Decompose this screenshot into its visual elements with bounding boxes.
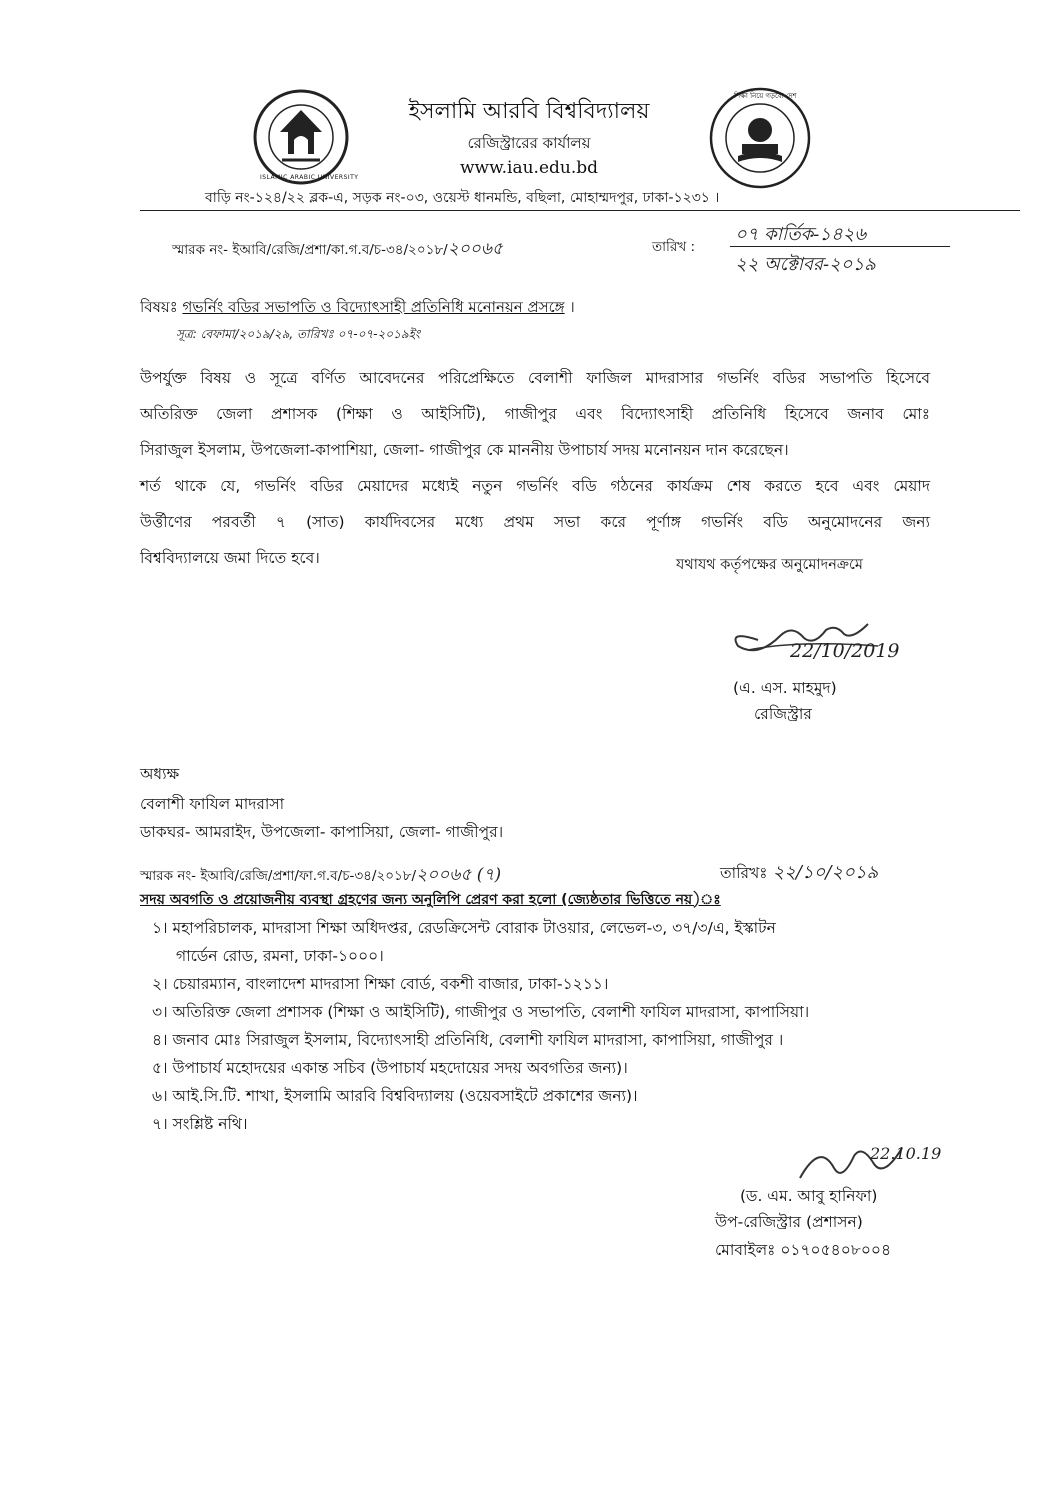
paragraph-line: শর্ত থাকে যে, গভর্নিং বডির মেয়াদের মধ্যেই নতুন গভর্নিং বডি গঠনের কার্যক্রম শেষ করতে হবে এবং মেয়াদ [140,477,930,495]
paragraph-line: উপর্যুক্ত বিষয় ও সূত্রে বর্ণিত আবেদনের পরিপ্রেক্ষিতে বেলাশী ফাজিল মাদরাসার গভর্নিং বডির সভাপতি হিসেবে [140,369,930,387]
copy-memo-reference-label: স্মারক নং- ইআবি/রেজি/প্রশা/ফা.গ.ব/চ-৩৪/২০১৮/ [140,868,417,884]
subject-line [140,296,575,321]
date-divider [730,246,950,247]
header-divider [140,210,1020,211]
paragraph-line: উর্ত্তীণের পরবর্তী ৭ (সাত) কার্যদিবসের মধ্যে প্রথম সভা করে পূর্ণাঙ্গ গভর্নিং বডি অনুমোদনের জন্য [140,513,930,531]
university-website: www.iau.edu.bd [459,158,599,178]
copy-list-item: ৫। উপাচার্য মহোদয়ের একান্ত সচিব (উপাচার্য মহদোয়ের সদয় অবগতির জন্য)। [152,1059,628,1077]
memo-reference [172,236,503,264]
memo-date-label: তারিখ : [652,239,696,255]
recipient-address: ডাকঘর- আমরাইদ, উপজেলা- কাপাসিয়া, জেলা- গাজীপুর। [140,823,504,841]
emblem-logo-text: শিক্ষা নিয়ে গড়বো দেশ [734,92,797,100]
deputy-registrar-mobile: মোবাইলঃ ০১৭০৫৪০৮০০৪ [715,1241,892,1259]
paragraph-line: বিশ্ববিদ্যালয়ে জমা দিতে হবে। [140,549,320,567]
deputy-registrar-signature-date: 22.10.19 [870,1144,942,1163]
deputy-registrar-title: উপ-রেজিস্ট্রার (প্রশাসন) [715,1213,863,1231]
recipient-institution: বেলাশী ফাযিল মাদরাসা [140,795,285,813]
paragraph-line: অতিরিক্ত জেলা প্রশাসক (শিক্ষা ও আইসিটি), গাজীপুর এবং বিদ্যোৎসাহী প্রতিনিধি হিসেবে জনাব মোঃ [140,405,930,423]
copy-list-item: ১। মহাপরিচালক, মাদরাসা শিক্ষা অধিদপ্তর, রেডক্রিসেন্ট বোরাক টাওয়ার, লেভেল-৩, ৩৭/৩/এ, ইস্কাটন [152,919,776,937]
subject-suffix: । [564,298,575,316]
copy-list-item: ৩। অতিরিক্ত জেলা প্রশাসক (শিক্ষা ও আইসিটি), গাজীপুর ও সভাপতি, বেলাশী ফাযিল মাদরাসা, কাপাসিয়া। [152,1003,810,1021]
subject-prefix: বিষয়ঃ [140,298,183,316]
copy-memo-date-label: তারিখঃ [720,864,768,882]
copy-list-item: ৪। জনাব মোঃ সিরাজুল ইসলাম, বিদ্যোৎসাহী প্রতিনিধি, বেলাশী ফাযিল মাদরাসা, কাপাসিয়া, গাজীপুর । [152,1031,784,1049]
body-paragraph-1 [140,360,930,468]
approval-note: যথাযথ কর্তৃপক্ষের অনুমোদনক্রমে [676,557,863,573]
registrar-signature-date: 22/10/2019 [790,640,900,662]
copy-memo-reference-number: ২০০৬৫ (৭) [416,865,502,885]
subject-text: গভর্নিং বডির সভাপতি ও বিদ্যোৎসাহী প্রতিনিধি মনোনয়ন প্রসঙ্গে [182,298,565,316]
copy-list-item: ৭। সংশ্লিষ্ট নথি। [152,1115,248,1133]
memo-date-english: ২২ অক্টোবর-২০১৯ [735,254,876,275]
memo-date-bangla: ০৭ কার্তিক-১৪২৬ [735,224,867,245]
copy-memo-date [720,858,878,889]
memo-reference-number: ২০০৬৫ [447,239,503,259]
paragraph-line: সিরাজুল ইসলাম, উপজেলা-কাপাশিয়া, জেলা- গাজীপুর কে মাননীয় উপাচার্য সদয় মনোনয়ন দান করেছেন। [140,441,789,459]
registrar-name: (এ. এস. মাহমুদ) [733,679,837,697]
memo-reference-label: স্মারক নং- ইআবি/রেজি/প্রশা/কা.গ.ব/চ-৩৪/২০১৮/ [172,242,448,258]
office-name: রেজিস্ট্রারের কার্যালয় [467,134,591,152]
copy-list-item: গার্ডেন রোড, রমনা, ঢাকা-১০০০। [176,947,384,965]
subject-source: সূত্র: বেফামা/২০১৯/২৯, তারিখঃ ০৭-০৭-২০১৯ইং [176,327,421,341]
emblem-logo [708,86,812,190]
deputy-registrar-name: (ড. এম. আবু হানিফা) [740,1187,878,1205]
copy-list-item: ২। চেয়ারম্যান, বাংলাদেশ মাদরাসা শিক্ষা বোর্ড, বকশী বাজার, ঢাকা-১২১১। [152,975,609,993]
recipient-title: অধ্যক্ষ [140,765,180,783]
copy-list-item: ৬। আই.সি.টি. শাখা, ইসলামি আরবি বিশ্ববিদ্যালয় (ওয়েবসাইটে প্রকাশের জন্য)। [152,1087,638,1105]
copy-memo-date-value: ২২/১০/২০১৯ [772,862,879,883]
university-logo-text: ISLAMIC ARABIC UNIVERSITY [260,174,359,181]
university-name: ইসলামি আরবি বিশ্ববিদ্যালয় [408,99,650,124]
university-address: বাড়ি নং-১২৪/২২ ব্লক-এ, সড়ক নং-০৩, ওয়েস্ট ধানমন্ডি, বছিলা, মোহাম্মদপুর, ঢাকা-১২৩১ । [205,190,720,206]
copy-memo-reference [140,862,501,890]
registrar-title: রেজিস্ট্রার [754,705,812,723]
copy-distribution-heading: সদয় অবগতি ও প্রয়োজনীয় ব্যবস্থা গ্রহণের জন্য অনুলিপি প্রেরণ করা হলো (জ্যেষ্ঠতার ভিত্তিতে নয়)ঃ [140,892,721,908]
